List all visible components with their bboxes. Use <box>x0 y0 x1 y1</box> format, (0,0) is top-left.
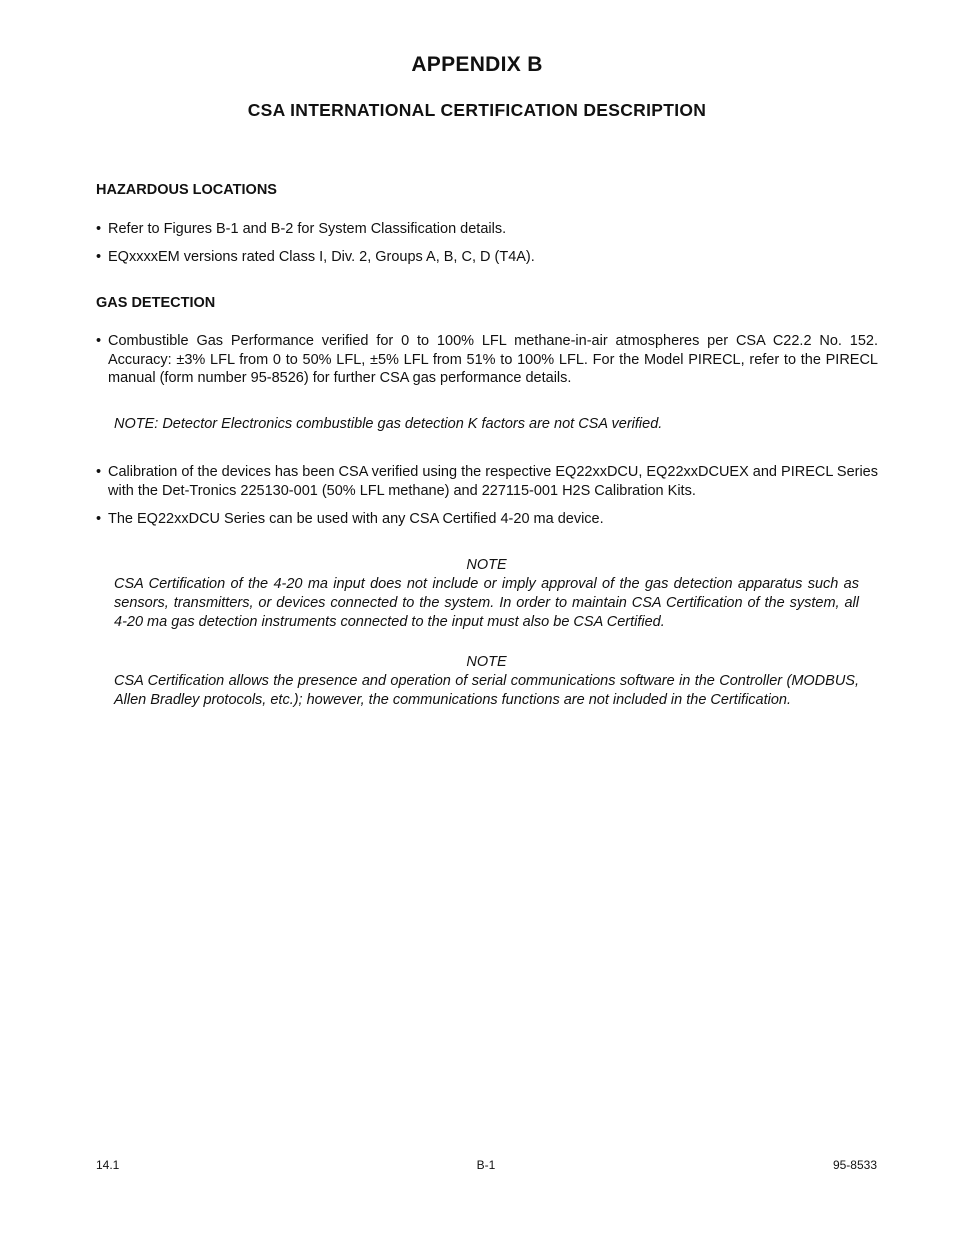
bullet-icon: • <box>96 221 102 237</box>
bullet-text: Combustible Gas Performance verified for 0 to 100% LFL methane-in-air atmospheres per CSA C22.2 No. 152. Accuracy: ±3% LFL from 0 to 50% LFL, ±5% LFL from 51% to 100% LFL. For the Model PIRECL, refer to the PIRECL manual (form number 95-8526) for further CSA gas performance details. <box>108 333 878 386</box>
bullet-text: EQxxxxEM versions rated Class I, Div. 2, Groups A, B, C, D (T4A). <box>108 249 535 265</box>
inline-note: NOTE: Detector Electronics combustible gas detection K factors are not CSA verified. <box>114 416 663 432</box>
bullet-item <box>96 332 878 388</box>
section-heading-gas-detection: GAS DETECTION <box>96 295 216 311</box>
page-subtitle: CSA INTERNATIONAL CERTIFICATION DESCRIPTION <box>247 100 707 120</box>
note-block-4-20ma <box>114 556 859 632</box>
bullet-icon: • <box>96 464 102 480</box>
page-title: APPENDIX B <box>411 53 543 76</box>
section-heading-hazardous-locations: HAZARDOUS LOCATIONS <box>96 182 277 198</box>
bullet-text: Refer to Figures B-1 and B-2 for System Classification details. <box>108 221 507 237</box>
bullet-item <box>96 248 878 267</box>
bullet-icon: • <box>96 333 102 349</box>
note-heading: NOTE <box>466 557 507 573</box>
bullet-text: Calibration of the devices has been CSA verified using the respective EQ22xxDCU, EQ22xxDCUEX and PIRECL Series with the Det-Tronics 225130-001 (50% LFL methane) and 227115-001 H2S Calibration Kits. <box>108 464 878 499</box>
note-block-serial-communications <box>114 653 859 710</box>
footer-page-number: B-1 <box>476 1158 496 1172</box>
note-text: CSA Certification of the 4-20 ma input does not include or imply approval of the gas detection apparatus such as sensors, transmitters, or devices connected to the system. In order to maintain CSA Certification of the system, all 4-20 ma gas detection instruments connected to the input must also be CSA Certified. <box>114 576 859 630</box>
bullet-icon: • <box>96 511 102 527</box>
footer-revision: 14.1 <box>96 1158 120 1172</box>
bullet-item <box>96 510 878 529</box>
bullet-item <box>96 220 878 239</box>
note-text: CSA Certification allows the presence and operation of serial communications software in the Controller (MODBUS, Allen Bradley protocols, etc.); however, the communications functions are not included in the Certification. <box>114 673 859 708</box>
footer-form-number: 95-8533 <box>832 1158 877 1172</box>
bullet-item <box>96 463 878 500</box>
bullet-icon: • <box>96 249 102 265</box>
bullet-text: The EQ22xxDCU Series can be used with any CSA Certified 4-20 ma device. <box>108 511 604 527</box>
note-heading: NOTE <box>466 654 507 670</box>
